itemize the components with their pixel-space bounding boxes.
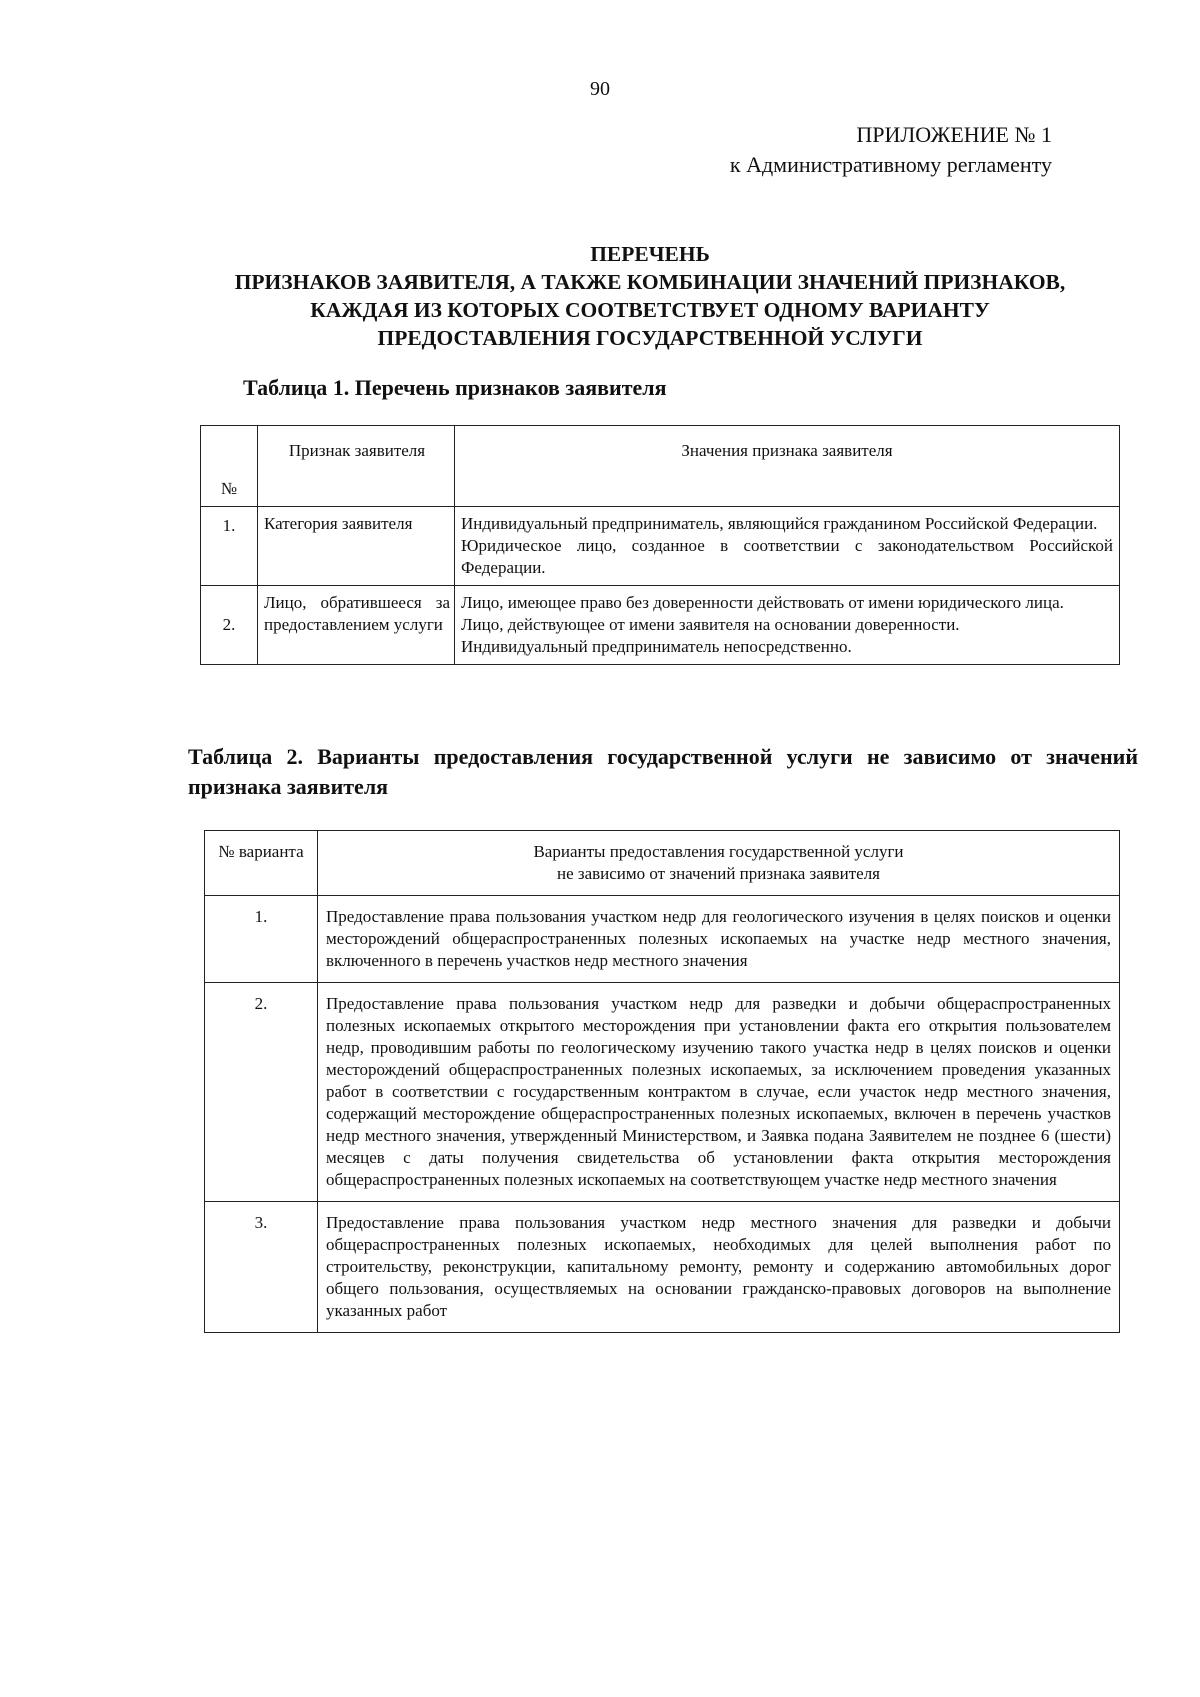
table-header-row	[201, 426, 1120, 507]
variant-num: 3.	[205, 1202, 318, 1333]
appendix-subtitle: к Административному регламенту	[729, 152, 1052, 177]
row-values	[455, 507, 1120, 586]
value-item: Индивидуальный предприниматель, являющийся гражданином Российской Федерации.	[461, 514, 1098, 533]
variant-num: 2.	[205, 983, 318, 1202]
document-title	[160, 240, 1140, 352]
value-item: Лицо, действующее от имени заявителя на основании доверенности.	[461, 615, 960, 634]
applicant-signs-table	[200, 425, 1120, 665]
header-num: №	[201, 426, 258, 507]
service-variants-table	[204, 830, 1120, 1333]
value-item: Индивидуальный предприниматель непосредственно.	[461, 637, 852, 656]
variant-num: 1.	[205, 896, 318, 983]
appendix-heading	[730, 120, 1052, 180]
header-desc-line-1: Варианты предоставления государственной услуги	[533, 842, 904, 861]
row-num: 1.	[201, 507, 258, 586]
title-line-4: ПРЕДОСТАВЛЕНИЯ ГОСУДАРСТВЕННОЙ УСЛУГИ	[377, 326, 923, 350]
header-desc-line-2: не зависимо от значений признака заявителя	[556, 864, 881, 883]
table-row	[205, 1202, 1120, 1333]
table-row	[201, 507, 1120, 586]
table-header-row	[205, 831, 1120, 896]
variant-desc: Предоставление права пользования участком недр местного значения для разведки и добычи общераспространенных полезных ископаемых, необходимых для целей выполнения работ по строительству, реконструкции, капитальному ремонту, ремонту и содержанию автомобильных дорог общего пользования, осуществляемых на основании гражданско-правовых договоров на выполнение указанных работ	[318, 1202, 1120, 1333]
title-line-3: КАЖДАЯ ИЗ КОТОРЫХ СООТВЕТСТВУЕТ ОДНОМУ ВАРИАНТУ	[310, 298, 990, 322]
row-sign: Лицо, обратившееся за предоставлением услуги	[258, 586, 455, 665]
header-variant-desc	[318, 831, 1120, 896]
page-number: 90	[590, 78, 610, 100]
header-sign: Признак заявителя	[258, 426, 455, 507]
table-row	[201, 586, 1120, 665]
row-num: 2.	[201, 586, 258, 665]
value-item: Юридическое лицо, созданное в соответствии с законодательством Российской Федерации.	[461, 536, 1113, 577]
header-values: Значения признака заявителя	[455, 426, 1120, 507]
row-sign: Категория заявителя	[258, 507, 455, 586]
title-line-2: ПРИЗНАКОВ ЗАЯВИТЕЛЯ, А ТАКЖЕ КОМБИНАЦИИ ЗНАЧЕНИЙ ПРИЗНАКОВ,	[234, 270, 1066, 294]
table2-caption: Таблица 2. Варианты предоставления государственной услуги не зависимо от значений признака заявителя	[188, 744, 1138, 799]
appendix-title: ПРИЛОЖЕНИЕ № 1	[856, 122, 1052, 147]
table-row	[205, 896, 1120, 983]
variant-desc: Предоставление права пользования участком недр для геологического изучения в целях поисков и оценки месторождений общераспространенных полезных ископаемых на участке недр местного значения, включенного в перечень участков недр местного значения	[318, 896, 1120, 983]
title-line-1: ПЕРЕЧЕНЬ	[590, 242, 710, 266]
value-item: Лицо, имеющее право без доверенности действовать от имени юридического лица.	[461, 593, 1064, 612]
row-values	[455, 586, 1120, 665]
variant-desc: Предоставление права пользования участком недр для разведки и добычи общераспространенных полезных ископаемых открытого месторождения при установлении факта его открытия пользователем недр, проводившим работы по геологическому изучению такого участка недр в целях поисков и оценки месторождений общераспространенных полезных ископаемых, за исключением проведения указанных работ в соответствии с государственным контрактом в случае, если участок недр местного значения, содержащий месторождение общераспространенных полезных ископаемых, включен в перечень участков недр местного значения, утвержденный Министерством, и Заявка подана Заявителем не позднее 6 (шести) месяцев с даты получения свидетельства об установлении факта открытия месторождения общераспространенных полезных ископаемых на соответствующем участке недр местного значения	[318, 983, 1120, 1202]
table-row	[205, 983, 1120, 1202]
header-variant-num: № варианта	[205, 831, 318, 896]
table1-caption: Таблица 1. Перечень признаков заявителя	[243, 375, 667, 400]
